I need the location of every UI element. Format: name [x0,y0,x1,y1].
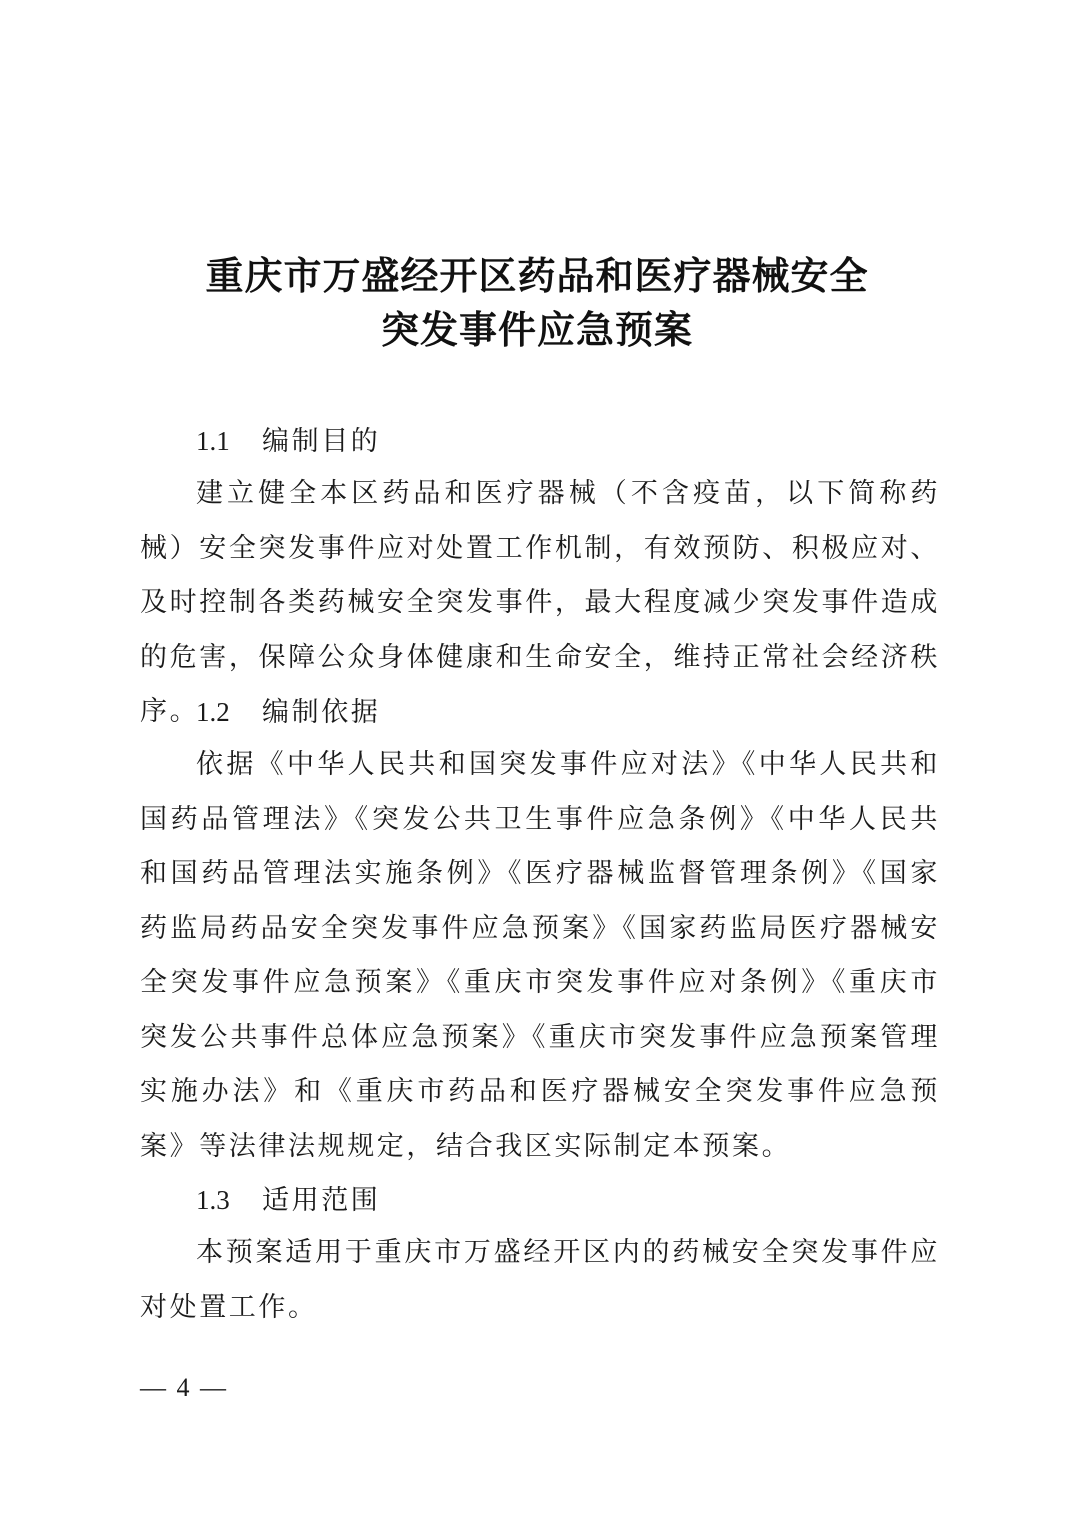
document-title-line-1: 重庆市万盛经开区药品和医疗器械安全 [205,254,869,298]
paragraph-text: 依据《中华人民共和国突发事件应对法》《中华人民共和国药品管理法》《突发公共卫生事件应急条例》《中华人民共和国药品管理法实施条例》《医疗器械监督管理条例》《国家药监局药品安全突发事件应急预案》《国家药监局医疗器械安全突发事件应急预案》《重庆市突发事件应对条例》《重庆市突发公共事件总体应急预案》《重庆市突发事件应急预案管理实施办法》和《重庆市药品和医疗器械安全突发事件应急预案》等法律法规规定，结合我区实际制定本预案。 [140,749,940,1162]
section-number: 1.1 [196,426,230,456]
document-title-line-2: 突发事件应急预案 [380,308,693,352]
page-number: — 4 — [140,1373,228,1402]
section-number: 1.2 [196,697,230,727]
section-heading-text: 编制依据 [262,697,381,728]
paragraph-text: 建立健全本区药品和医疗器械（不含疫苗，以下简称药械）安全突发事件应对处置工作机制，有效预防、积极应对、及时控制各类药械安全突发事件，最大程度减少突发事件造成的危害，保障公众身体健康和生命安全，维持正常社会经济秩序。 [140,478,940,727]
section-paragraph-1-3 [140,1226,940,1335]
paragraph-text: 本预案适用于重庆市万盛经开区内的药械安全突发事件应对处置工作。 [140,1237,940,1323]
section-number: 1.3 [196,1185,230,1215]
section-heading-1-3 [196,1180,380,1221]
section-heading-1-1 [196,421,380,462]
section-heading-text: 适用范围 [262,1185,381,1216]
section-heading-text: 编制目的 [262,426,381,457]
section-paragraph-1-2 [140,738,940,1174]
section-heading-1-2 [196,692,380,733]
